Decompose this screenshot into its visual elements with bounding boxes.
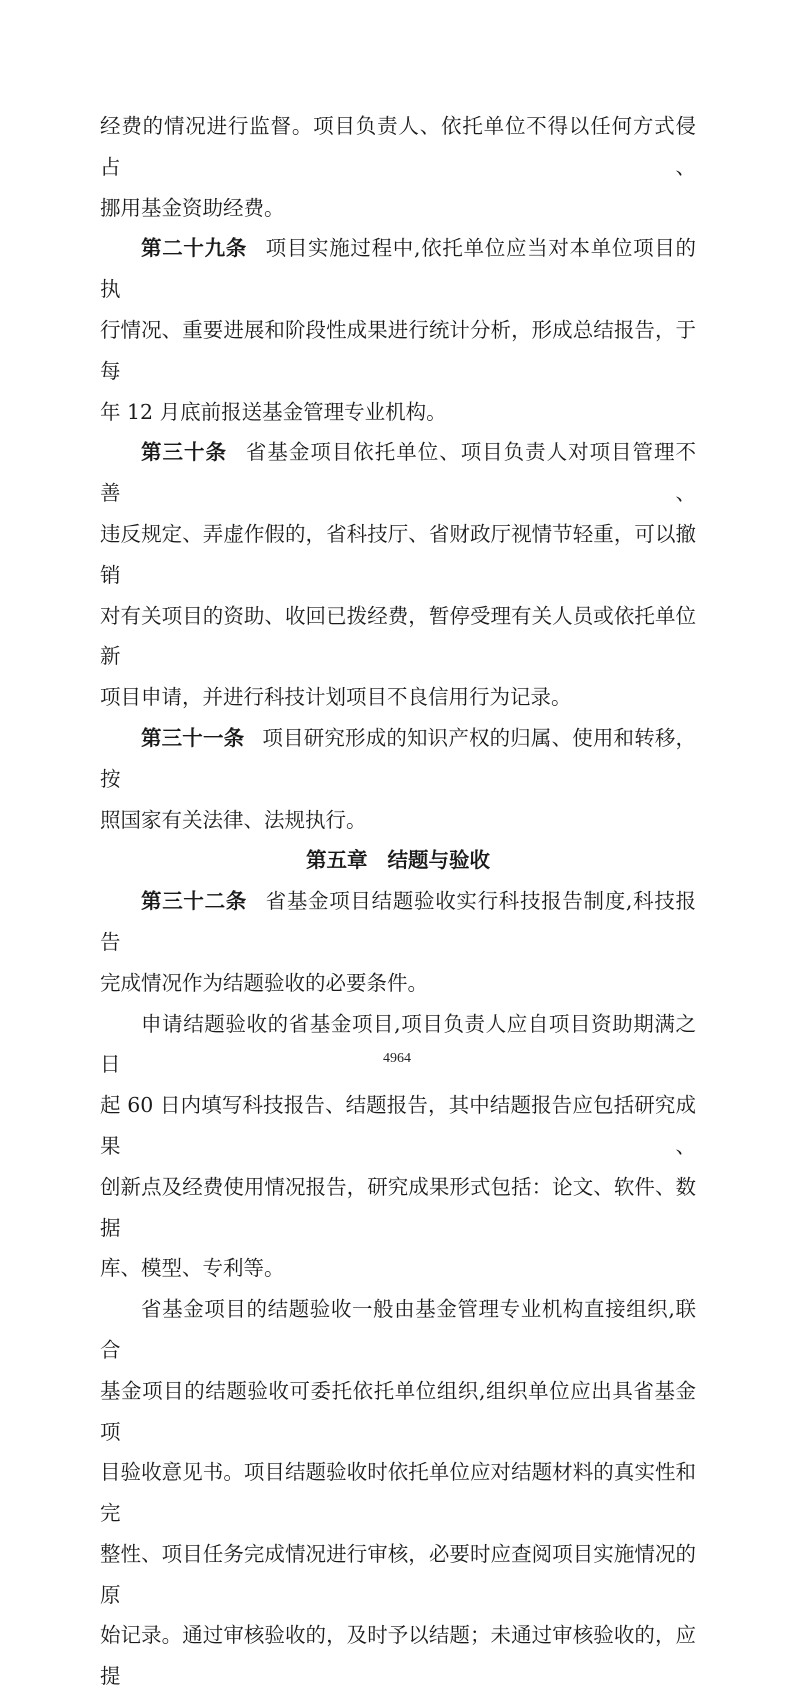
article-31-line-2: 照国家有关法律、法规执行。	[100, 807, 367, 832]
paragraph-continuation-line-1: 经费的情况进行监督。项目负责人、依托单位不得以任何方式侵占、	[100, 114, 696, 179]
acceptance-line-5: 始记录。通过审核验收的，及时予以结题；未通过审核验收的，应提	[100, 1623, 696, 1689]
acceptance-line-1: 省基金项目的结题验收一般由基金管理专业机构直接组织,联合	[100, 1297, 696, 1362]
application-line-3: 创新点及经费使用情况报告，研究成果形式包括：论文、软件、数据	[100, 1174, 696, 1240]
application-line-2: 起 60 日内填写科技报告、结题报告，其中结题报告应包括研究成果、	[100, 1093, 696, 1158]
article-30-line-3: 对有关项目的资助、收回已拨经费，暂停受理有关人员或依托单位新	[100, 603, 696, 669]
article-30-number: 第三十条	[141, 440, 227, 465]
article-31-line-1	[100, 718, 696, 800]
chapter-number: 第五章	[306, 848, 368, 873]
article-30-line-4: 项目申请，并进行科技计划项目不良信用行为记录。	[100, 685, 572, 710]
article-31-text: 项目研究形成的知识产权的归属、使用和转移，按	[100, 725, 697, 791]
article-29-line-2: 行情况、重要进展和阶段性成果进行统计分析，形成总结报告，于每	[100, 317, 696, 383]
body-text	[100, 106, 696, 1697]
article-29-text: 项目实施过程中,依托单位应当对本单位项目的执	[100, 236, 697, 302]
application-line-1: 申请结题验收的省基金项目,项目负责人应自项目资助期满之日	[100, 1011, 696, 1077]
article-32-number: 第三十二条	[141, 889, 247, 914]
article-29-line-3: 年 12 月底前报送基金管理专业机构。	[100, 399, 447, 424]
article-32-line-2: 完成情况作为结题验收的必要条件。	[100, 970, 428, 995]
acceptance-line-4: 整性、项目任务完成情况进行审核，必要时应查阅项目实施情况的原	[100, 1541, 696, 1607]
paragraph-continuation-line-2: 挪用基金资助经费。	[100, 195, 285, 220]
article-31-number: 第三十一条	[141, 725, 245, 750]
article-30-line-1	[100, 432, 696, 514]
chapter-title: 结题与验收	[387, 848, 490, 873]
article-29-number: 第二十九条	[141, 236, 247, 261]
article-32-line-1	[100, 881, 696, 963]
acceptance-line-2: 基金项目的结题验收可委托依托单位组织,组织单位应出具省基金项	[100, 1378, 696, 1444]
acceptance-line-3: 目验收意见书。项目结题验收时依托单位应对结题材料的真实性和完	[100, 1460, 696, 1526]
application-line-4: 库、模型、专利等。	[100, 1256, 285, 1281]
article-29-line-1	[100, 228, 696, 310]
article-32-text: 省基金项目结题验收实行科技报告制度,科技报告	[100, 889, 697, 954]
article-30-line-2: 违反规定、弄虚作假的，省科技厅、省财政厅视情节轻重，可以撤销	[100, 521, 696, 587]
page-number: 4964	[383, 1051, 411, 1066]
chapter-heading	[100, 840, 696, 881]
article-30-text: 省基金项目依托单位、项目负责人对项目管理不善、	[100, 440, 697, 506]
